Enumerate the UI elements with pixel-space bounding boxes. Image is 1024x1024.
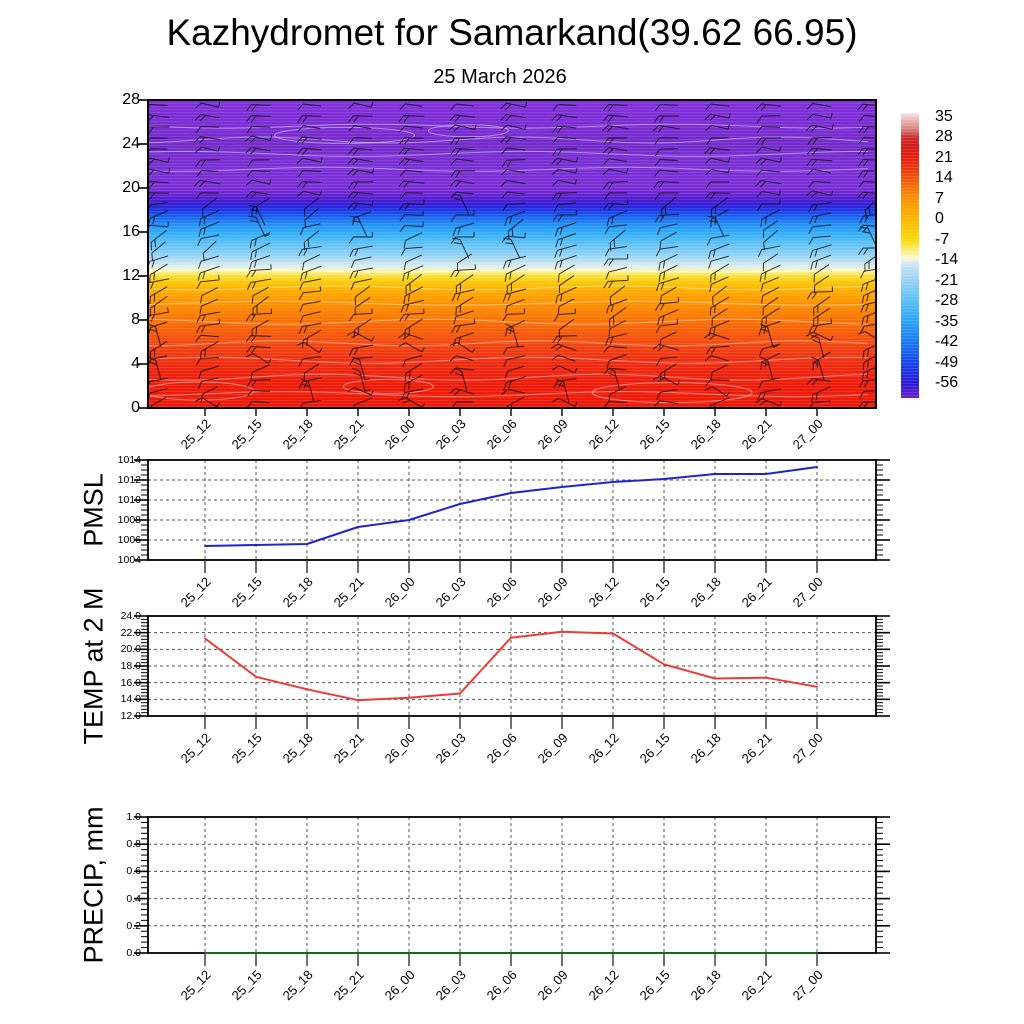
- colorbar-tick-label: 21: [935, 148, 953, 166]
- height-tick-label-text: 24: [122, 135, 140, 152]
- temp-y-tick-label-text: 20.0: [120, 643, 141, 656]
- time-tick-label-text: 26_12: [585, 574, 622, 611]
- time-tick-label-text: 25_15: [228, 730, 265, 767]
- temp-y-tick-label-text: 16.0: [120, 676, 141, 689]
- pmsl-y-tick-label-text: 1008: [117, 514, 141, 526]
- page-title: Kazhydromet for Samarkand(39.62 66.95): [166, 12, 858, 53]
- time-tick-label-text: 26_09: [534, 416, 571, 453]
- time-tick-label-text: 26_00: [381, 416, 418, 453]
- colorbar-tick-label: 14: [935, 169, 953, 187]
- time-tick-label-text: 27_00: [789, 574, 826, 611]
- temp-y-tick-label-text: 18.0: [120, 660, 141, 672]
- height-tick-label-text: 12: [122, 267, 140, 284]
- time-tick-label-text: 25_21: [330, 416, 367, 453]
- height-tick-label-text: 4: [131, 355, 140, 372]
- height-tick-label-text: 28: [122, 91, 140, 108]
- time-tick-label-text: 26_18: [687, 574, 724, 611]
- precip-y-tick-label-text: 0.6: [126, 865, 141, 878]
- pmsl-y-tick-label-text: 1006: [117, 534, 141, 546]
- pmsl-y-tick-label-text: 1010: [117, 494, 141, 506]
- time-tick-label-text: 26_18: [687, 967, 724, 1004]
- time-tick-label-text: 25_18: [279, 574, 316, 611]
- time-tick-label-text: 26_15: [636, 967, 673, 1004]
- temp-y-tick-label-text: 12.0: [120, 710, 141, 722]
- time-tick-label-text: 25_12: [177, 574, 214, 611]
- time-tick-label-text: 25_12: [177, 416, 214, 453]
- pmsl-y-tick-label-text: 1004: [117, 554, 141, 566]
- time-tick-label-text: 26_09: [534, 574, 571, 611]
- precip-y-tick-label-text: 0.8: [126, 838, 141, 851]
- time-tick-label-text: 26_21: [738, 574, 775, 611]
- precip-y-tick-label-text: 1.0: [126, 811, 141, 823]
- time-tick-label-text: 25_15: [228, 967, 265, 1004]
- colorbar-tick-label: 7: [935, 189, 944, 207]
- time-tick-label-text: 26_09: [534, 730, 571, 767]
- time-tick-label-text: 25_18: [279, 416, 316, 453]
- page-subtitle: 25 March 2026: [433, 66, 567, 88]
- time-tick-label-text: 26_06: [483, 574, 520, 611]
- pmsl-y-tick-label-text: 1012: [117, 474, 141, 486]
- time-tick-label-text: 26_21: [738, 730, 775, 767]
- time-tick-label-text: 26_00: [381, 574, 418, 611]
- precip-y-tick-label-text: 0.4: [126, 892, 141, 905]
- colorbar-tick-label: -14: [935, 251, 959, 269]
- temp-y-tick-label-text: 22.0: [120, 626, 141, 639]
- time-tick-label-text: 26_03: [432, 416, 469, 453]
- time-tick-label-text: 26_18: [687, 416, 724, 453]
- time-tick-label-text: 26_15: [636, 574, 673, 611]
- temp-y-tick-label-text: 24.0: [120, 610, 141, 622]
- pmsl-y-tick-label-text: 1014: [117, 454, 141, 466]
- time-tick-label-text: 26_12: [585, 416, 622, 453]
- precip-y-tick-label-text: 0.2: [126, 919, 141, 932]
- colorbar-tick-label: -42: [935, 333, 959, 351]
- time-tick-label-text: 25_21: [330, 967, 367, 1004]
- temp-y-tick-label-text: 14.0: [120, 693, 141, 706]
- time-tick-label-text: 26_15: [636, 730, 673, 767]
- pmsl-series-line: [205, 467, 817, 546]
- colorbar-tick-label: 0: [935, 210, 944, 228]
- colorbar-tick-label: -49: [935, 353, 959, 371]
- height-tick-label-text: 0: [131, 399, 140, 416]
- time-tick-label-text: 26_12: [585, 967, 622, 1004]
- time-tick-label-text: 26_18: [687, 730, 724, 767]
- time-tick-label-text: 25_21: [330, 574, 367, 611]
- time-tick-label-text: 25_15: [228, 574, 265, 611]
- height-tick-label-text: 8: [131, 311, 140, 328]
- time-tick-label-text: 27_00: [789, 416, 826, 453]
- temp-axis-title: TEMP at 2 M: [78, 587, 109, 745]
- colorbar-tick-label: -56: [935, 374, 959, 392]
- precip-y-tick-label-text: 0.0: [126, 947, 141, 959]
- time-tick-label-text: 25_15: [228, 416, 265, 453]
- time-tick-label-text: 26_06: [483, 967, 520, 1004]
- temp-series-line: [205, 632, 817, 700]
- time-tick-label-text: 26_06: [483, 416, 520, 453]
- time-tick-label-text: 26_21: [738, 416, 775, 453]
- height-tick-label-text: 20: [122, 179, 140, 196]
- time-tick-label-text: 26_00: [381, 967, 418, 1004]
- contour-fill-banding: [148, 100, 876, 408]
- time-tick-label-text: 26_12: [585, 730, 622, 767]
- time-tick-label-text: 27_00: [789, 730, 826, 767]
- time-tick-label-text: 26_03: [432, 730, 469, 767]
- height-tick-label-text: 16: [122, 223, 140, 240]
- time-tick-label-text: 25_12: [177, 730, 214, 767]
- time-tick-label-text: 25_18: [279, 730, 316, 767]
- time-tick-label-text: 25_12: [177, 967, 214, 1004]
- colorbar-tick-label: -21: [935, 271, 959, 289]
- time-tick-label-text: 25_18: [279, 967, 316, 1004]
- colorbar-tick-label: 35: [935, 107, 953, 125]
- time-tick-label-text: 26_03: [432, 574, 469, 611]
- time-tick-label-text: 26_09: [534, 967, 571, 1004]
- colorbar-tick-label: 28: [935, 128, 953, 146]
- time-tick-label-text: 26_06: [483, 730, 520, 767]
- time-tick-label-text: 25_21: [330, 730, 367, 767]
- precip-axis-title: PRECIP, mm: [78, 806, 109, 964]
- colorbar-tick-label: -7: [935, 230, 950, 248]
- colorbar-banding: [901, 113, 919, 398]
- time-tick-label-text: 26_21: [738, 967, 775, 1004]
- time-tick-label-text: 27_00: [789, 967, 826, 1004]
- time-tick-label-text: 26_03: [432, 967, 469, 1004]
- pmsl-axis-title: PMSL: [78, 473, 109, 547]
- time-tick-label-text: 26_00: [381, 730, 418, 767]
- colorbar-tick-label: -35: [935, 312, 959, 330]
- time-tick-label-text: 26_15: [636, 416, 673, 453]
- colorbar-tick-label: -28: [935, 292, 959, 310]
